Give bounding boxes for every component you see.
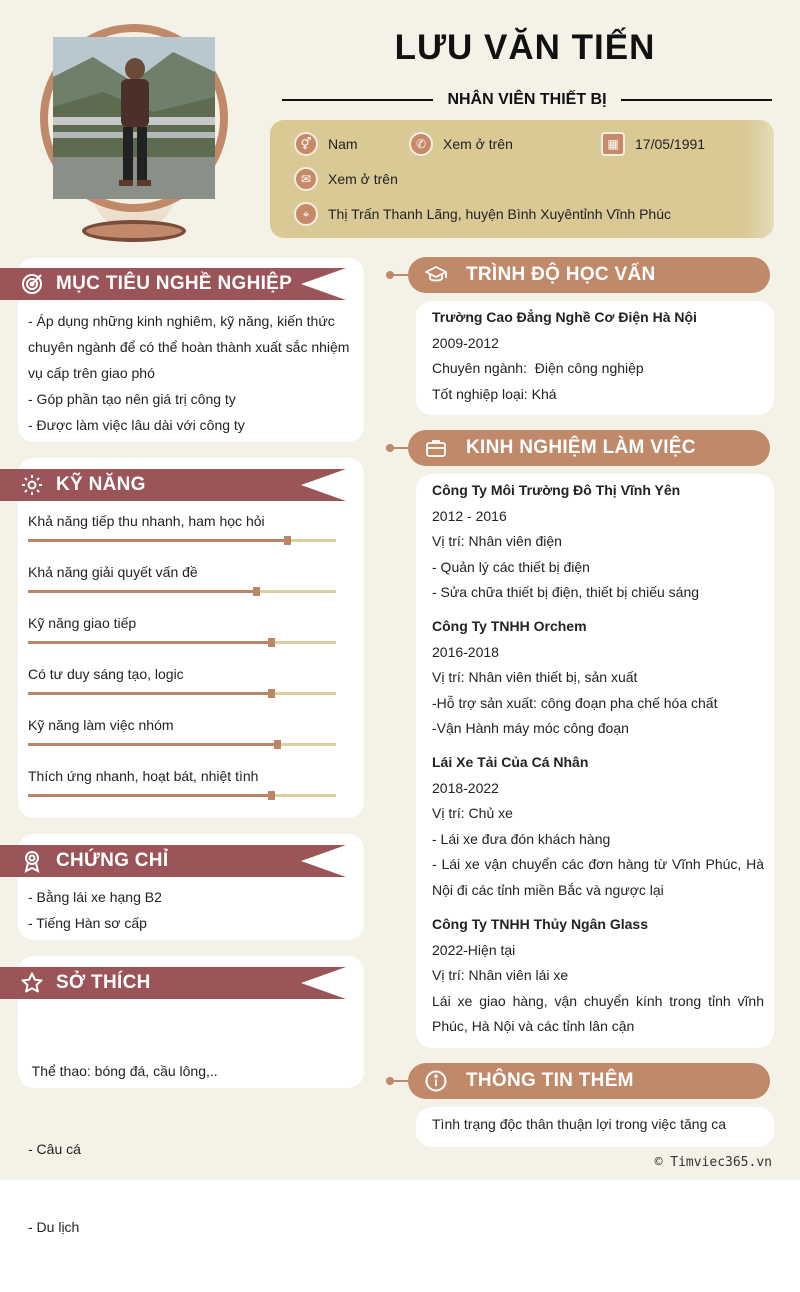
extra-pill xyxy=(408,1063,770,1099)
experience-heading: KINH NGHIỆM LÀM VIỆC xyxy=(466,437,696,458)
skill-label: Kỹ năng giao tiếp xyxy=(28,615,137,631)
objective-line: - Góp phần tạo nên giá trị công ty xyxy=(28,391,236,407)
education-text xyxy=(432,305,764,407)
job-period: 2012 - 2016 xyxy=(432,507,507,524)
job-title: NHÂN VIÊN THIẾT BỊ xyxy=(447,91,607,108)
education-heading: TRÌNH ĐỘ HỌC VẤN xyxy=(466,264,656,285)
job-line: - Sửa chữa thiết bị điện, thiết bị chiếu sáng xyxy=(432,584,700,601)
profile-photo xyxy=(53,37,215,199)
job-line: -Vận Hành máy móc công đoạn xyxy=(432,720,629,737)
objective-line: - Được làm việc lâu dài với công ty xyxy=(28,417,245,433)
certificates-header xyxy=(0,845,346,877)
phone-icon: ✆ xyxy=(409,132,433,156)
extra-text: Tình trạng độc thân thuận lợi trong việc tăng ca xyxy=(432,1116,727,1132)
skill-knob xyxy=(268,791,275,800)
job-company: Lái Xe Tải Của Cá Nhân xyxy=(432,754,589,770)
job-line: Vị trí: Nhân viên thiết bị, sản xuất xyxy=(432,669,638,686)
job-period: 2016-2018 xyxy=(432,643,499,660)
skill-label: Khả năng giải quyết vấn đề xyxy=(28,564,198,580)
skill-label: Kỹ năng làm việc nhóm xyxy=(28,717,174,733)
calendar-icon: ▦ xyxy=(601,132,625,156)
objective-text xyxy=(28,308,358,438)
skill-bar xyxy=(28,692,336,695)
hobby-line: Thể thao: bóng đá, cầu lông,.. xyxy=(28,1063,218,1079)
objective-header xyxy=(0,268,346,300)
gear-icon xyxy=(18,471,46,499)
job-company: Công Ty TNHH Orchem xyxy=(432,618,587,634)
skill-knob xyxy=(268,638,275,647)
candidate-name: LƯU VĂN TIẾN xyxy=(394,28,656,67)
hobby-line: - Du lịch xyxy=(28,1219,80,1235)
job-line: - Quản lý các thiết bị điện xyxy=(432,558,590,575)
job-line: - Lái xe vận chuyển các đơn hàng từ Vĩnh Phúc, Hà Nội đi các tỉnh miền Bắc và ngược lại xyxy=(432,856,764,898)
avatar-pedestal xyxy=(82,220,186,242)
job-line: -Hỗ trợ sản xuất: công đoạn pha chế hóa chất xyxy=(432,694,718,711)
birthday-value: 17/05/1991 xyxy=(635,136,706,152)
title-divider-left xyxy=(282,99,433,101)
skill-bar xyxy=(28,794,336,797)
job-line: - Lái xe đưa đón khách hàng xyxy=(432,830,611,847)
title-divider-right xyxy=(621,99,772,101)
hobbies-text xyxy=(28,1006,358,1292)
job-line: Vị trí: Nhân viên lái xe xyxy=(432,967,569,984)
skill-fill xyxy=(28,743,277,746)
education-years: 2009-2012 xyxy=(432,334,499,351)
avatar xyxy=(40,24,230,244)
skill-fill xyxy=(28,539,287,542)
certificates-heading: CHỨNG CHỈ xyxy=(56,850,169,871)
job-period: 2018-2022 xyxy=(432,779,499,796)
skill-bar xyxy=(28,641,336,644)
skill-fill xyxy=(28,794,271,797)
skills-ribbon xyxy=(0,469,346,501)
job-period: 2022-Hiện tại xyxy=(432,941,516,958)
hobbies-ribbon xyxy=(0,967,346,999)
job-entry xyxy=(432,478,764,606)
objective-heading: MỤC TIÊU NGHỀ NGHIỆP xyxy=(56,273,293,294)
certificate-line: - Tiếng Hàn sơ cấp xyxy=(28,915,147,931)
education-major: Chuyên ngành: Điện công nghiệp xyxy=(432,360,644,377)
job-company: Công Ty Môi Trường Đô Thị Vĩnh Yên xyxy=(432,482,681,498)
location-pin-icon: ⌖ xyxy=(294,202,318,226)
skill-label: Thích ứng nhanh, hoạt bát, nhiệt tình xyxy=(28,768,259,784)
skill-knob xyxy=(253,587,260,596)
objective-line: - Áp dụng những kinh nghiêm, kỹ năng, kiến thức xyxy=(28,313,335,329)
contact-phone xyxy=(409,132,513,156)
extra-heading: THÔNG TIN THÊM xyxy=(466,1070,634,1091)
experience-header xyxy=(386,430,772,466)
briefcase-icon xyxy=(422,434,450,462)
skill-label: Khả năng tiếp thu nhanh, ham học hỏi xyxy=(28,513,265,529)
star-icon xyxy=(18,969,46,997)
school-name: Trường Cao Đẳng Nghề Cơ Điện Hà Nội xyxy=(432,309,697,325)
skills-card xyxy=(18,458,364,818)
info-icon xyxy=(422,1067,450,1095)
contact-email xyxy=(294,167,398,191)
skill-knob xyxy=(284,536,291,545)
certificates-ribbon xyxy=(0,845,346,877)
gender-value: Nam xyxy=(328,136,358,152)
skills-heading: KỸ NĂNG xyxy=(56,474,146,495)
hobby-line: - Câu cá xyxy=(28,1141,81,1157)
job-line: Vị trí: Nhân viên điện xyxy=(432,533,562,550)
award-icon xyxy=(18,847,46,875)
objective-line: vụ cấp trên giao phó xyxy=(28,365,155,381)
hobbies-heading: SỞ THÍCH xyxy=(56,972,151,993)
job-company: Công Ty TNHH Thủy Ngân Glass xyxy=(432,916,648,932)
skill-knob xyxy=(268,689,275,698)
contact-birthday xyxy=(601,132,705,156)
education-header xyxy=(386,257,772,293)
address-value: Thị Trấn Thanh Lãng, huyện Bình Xuyêntỉnh Vĩnh Phúc xyxy=(328,206,671,222)
experience-pill xyxy=(408,430,770,466)
hobbies-header xyxy=(0,967,346,999)
skills-header xyxy=(0,469,346,501)
education-pill xyxy=(408,257,770,293)
skill-bar xyxy=(28,590,336,593)
job-entry xyxy=(432,750,764,904)
certificates-text xyxy=(28,884,358,936)
job-title-row xyxy=(282,88,772,112)
skill-bar xyxy=(28,539,336,542)
email-value: Xem ở trên xyxy=(328,171,398,187)
contact-gender xyxy=(294,132,358,156)
job-line: Vị trí: Chủ xe xyxy=(432,805,513,822)
job-entry xyxy=(432,614,764,742)
mail-icon: ✉ xyxy=(294,167,318,191)
gender-icon: ⚥ xyxy=(294,132,318,156)
job-line: Lái xe giao hàng, vận chuyển kính trong tỉnh vĩnh Phúc, Hà Nội và các tỉnh lân cận xyxy=(432,992,764,1035)
graduation-cap-icon xyxy=(422,261,450,289)
education-grade: Tốt nghiệp loại: Khá xyxy=(432,385,557,402)
contact-address xyxy=(294,202,671,226)
job-entry xyxy=(432,912,764,1040)
footer-credit: © Timviec365.vn xyxy=(654,1155,772,1170)
skill-bar xyxy=(28,743,336,746)
skill-label: Có tư duy sáng tạo, logic xyxy=(28,666,184,682)
skill-fill xyxy=(28,641,271,644)
skill-knob xyxy=(274,740,281,749)
skill-fill xyxy=(28,590,256,593)
skill-fill xyxy=(28,692,271,695)
objective-line: chuyên ngành để có thể hoàn thành xuất sắc nhiệm xyxy=(28,339,350,355)
extra-header xyxy=(386,1063,772,1099)
contact-box xyxy=(270,120,774,238)
certificate-line: - Bằng lái xe hạng B2 xyxy=(28,889,162,905)
phone-value: Xem ở trên xyxy=(443,136,513,152)
target-icon xyxy=(18,270,46,298)
